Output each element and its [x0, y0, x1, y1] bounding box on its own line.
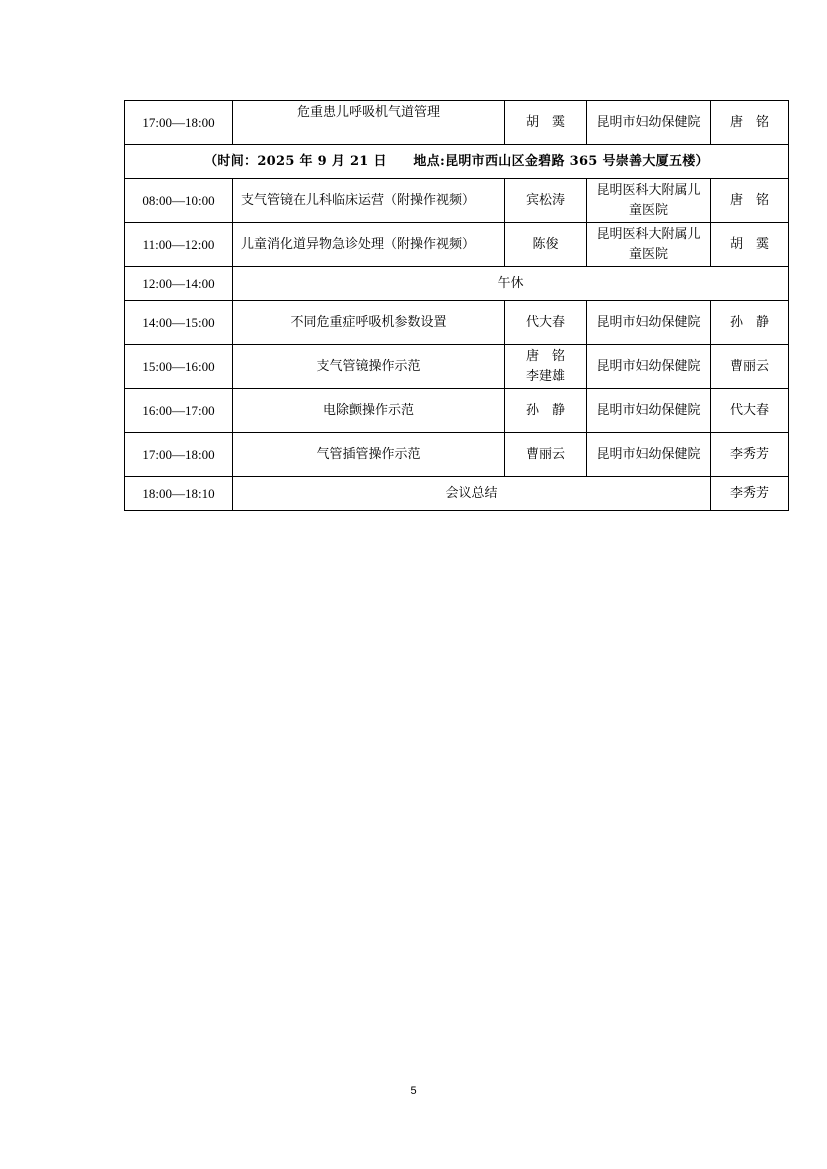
host-cell: 曹丽云	[711, 345, 789, 389]
table-row	[125, 179, 789, 223]
table-row	[125, 345, 789, 389]
host-cell: 唐 铭	[711, 179, 789, 223]
topic-cell: 支气管镜在儿科临床运营（附操作视频）	[233, 179, 505, 223]
speaker-name-2: 李建雄	[525, 368, 565, 384]
topic-cell: 儿童消化道异物急诊处理（附操作视频）	[233, 223, 505, 267]
table-row	[125, 477, 789, 511]
topic-cell: 不同危重症呼吸机参数设置	[233, 301, 505, 345]
table-row	[125, 101, 789, 145]
time-cell: 12:00—14:00	[125, 267, 233, 301]
topic-cell: 支气管镜操作示范	[233, 345, 505, 389]
host-cell: 李秀芳	[711, 477, 789, 511]
day-header: （时间：2025 年 9 月 21 日 地点:昆明市西山区金碧路 365 号崇善大厦五楼）	[125, 145, 789, 179]
host-cell: 代大春	[711, 389, 789, 433]
time-cell: 14:00—15:00	[125, 301, 233, 345]
time-cell: 08:00—10:00	[125, 179, 233, 223]
table-row	[125, 433, 789, 477]
time-cell: 18:00—18:10	[125, 477, 233, 511]
speaker-cell: 代大春	[505, 301, 587, 345]
speaker-cell: 宾松涛	[505, 179, 587, 223]
time-cell: 17:00—18:00	[125, 433, 233, 477]
host-cell: 唐 铭	[711, 101, 789, 145]
host-cell: 胡 霙	[711, 223, 789, 267]
org-cell: 昆明医科大附属儿童医院	[587, 179, 711, 223]
time-cell: 11:00—12:00	[125, 223, 233, 267]
speaker-cell: 胡 霙	[505, 101, 587, 145]
schedule-table	[124, 100, 789, 511]
org-cell: 昆明医科大附属儿童医院	[587, 223, 711, 267]
speaker-cell: 孙 静	[505, 389, 587, 433]
org-cell: 昆明市妇幼保健院	[587, 345, 711, 389]
speaker-cell: 曹丽云	[505, 433, 587, 477]
speaker-name: 唐 铭	[525, 348, 565, 364]
time-cell: 16:00—17:00	[125, 389, 233, 433]
org-cell: 昆明市妇幼保健院	[587, 433, 711, 477]
topic-cell: 电除颤操作示范	[233, 389, 505, 433]
table-row	[125, 301, 789, 345]
topic-cell: 气管插管操作示范	[233, 433, 505, 477]
time-cell: 15:00—16:00	[125, 345, 233, 389]
table-row	[125, 267, 789, 301]
page-number: 5	[410, 1085, 417, 1097]
break-cell: 午休	[233, 267, 789, 301]
speaker-cell: 陈俊	[505, 223, 587, 267]
table-row	[125, 223, 789, 267]
host-cell: 李秀芳	[711, 433, 789, 477]
host-cell: 孙 静	[711, 301, 789, 345]
table-row	[125, 389, 789, 433]
org-cell: 昆明市妇幼保健院	[587, 101, 711, 145]
speaker-cell	[505, 345, 587, 389]
topic-cell: 危重患儿呼吸机气道管理	[233, 101, 505, 145]
org-cell: 昆明市妇幼保健院	[587, 389, 711, 433]
topic-cell: 会议总结	[233, 477, 711, 511]
time-cell: 17:00—18:00	[125, 101, 233, 145]
day-header-row	[125, 145, 789, 179]
org-cell: 昆明市妇幼保健院	[587, 301, 711, 345]
